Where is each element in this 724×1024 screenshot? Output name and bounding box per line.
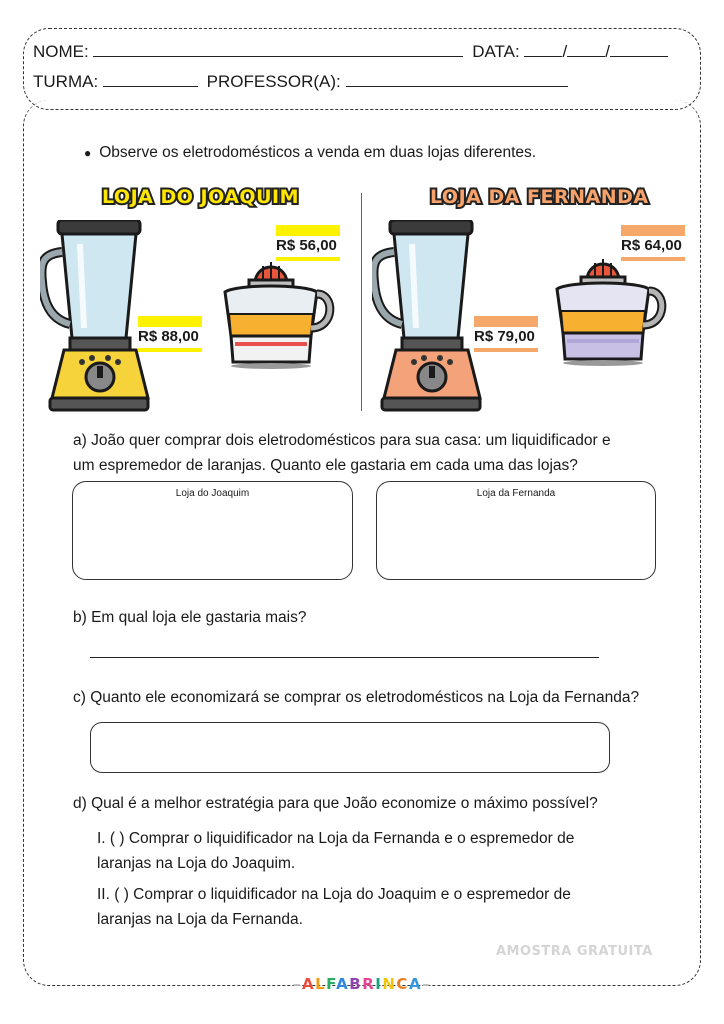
blender-fernanda-tag-bar — [474, 316, 538, 327]
brand-letter: A — [408, 975, 423, 993]
instruction-text: Observe os eletrodomésticos a venda em duas lojas diferentes. — [99, 144, 537, 161]
teacher-label: PROFESSOR(A): — [206, 72, 341, 91]
blender-joaquim-tag-bar — [138, 316, 202, 327]
brand-letter: I — [375, 975, 383, 993]
teacher-field[interactable] — [346, 86, 568, 87]
juicer-fernanda-tag-bar — [621, 225, 685, 236]
blender-joaquim-price: R$ 88,00 — [138, 328, 199, 345]
brand-letter: B — [349, 975, 363, 993]
blender-fernanda-image — [372, 220, 487, 415]
juicer-fernanda-image — [545, 255, 667, 367]
juicer-joaquim-tag-bar — [276, 225, 340, 236]
question-a-line-2: um espremedor de laranjas. Quanto ele gastaria em cada uma das lojas? — [73, 457, 578, 474]
class-field[interactable] — [103, 86, 198, 87]
question-a — [73, 428, 611, 478]
brand-letter: C — [396, 975, 409, 993]
juicer-joaquim-price: R$ 56,00 — [276, 237, 337, 254]
date-month-field[interactable] — [567, 56, 605, 57]
brand-letters — [302, 975, 422, 993]
brand-letter: L — [315, 975, 327, 993]
name-field[interactable] — [93, 56, 463, 57]
brand-letter: F — [326, 975, 337, 993]
name-label: NOME: — [33, 42, 89, 61]
watermark: AMOSTRA GRATUITA — [496, 944, 653, 959]
brand-dash-left: – — [292, 975, 302, 993]
option-2-line-2: laranjas na Loja da Fernanda. — [97, 911, 303, 928]
answer-box-fernanda[interactable] — [376, 481, 656, 580]
date-day-field[interactable] — [524, 56, 562, 57]
instruction — [84, 140, 536, 166]
blender-fernanda-price-underline — [474, 348, 538, 352]
brand-letter: N — [382, 975, 397, 993]
question-a-line-1: a) João quer comprar dois eletrodomésticos para sua casa: um liquidificador e — [73, 432, 611, 449]
brand-letter: A — [301, 975, 316, 993]
juicer-joaquim-image — [213, 258, 335, 370]
blender-joaquim-price-underline — [138, 348, 202, 352]
store-title-fernanda: LOJA DA FERNANDA — [430, 186, 649, 208]
answer-box-fernanda-label: Loja da Fernanda — [476, 488, 556, 499]
date-sep-2: / — [605, 42, 610, 61]
brand-letter: R — [362, 975, 376, 993]
store-title-joaquim: LOJA DO JOAQUIM — [102, 186, 299, 208]
class-row — [33, 72, 568, 92]
date-label: DATA: — [472, 42, 520, 61]
option-2[interactable] — [97, 882, 571, 932]
date-sep-1: / — [562, 42, 568, 61]
juicer-fernanda-price: R$ 64,00 — [621, 237, 682, 254]
juicer-joaquim-price-underline — [276, 257, 340, 261]
brand-dash-right: – — [422, 975, 432, 993]
date-year-field[interactable] — [610, 56, 668, 57]
brand-letter: A — [336, 975, 350, 993]
option-1-line-1: I. ( ) Comprar o liquidificador na Loja da Fernanda e o espremedor de — [97, 830, 575, 847]
answer-line-b[interactable] — [90, 657, 599, 658]
answer-box-c[interactable] — [90, 722, 610, 773]
answer-box-joaquim[interactable] — [72, 481, 353, 580]
blender-fernanda-price: R$ 79,00 — [474, 328, 535, 345]
answer-box-joaquim-label: Loja do Joaquim — [175, 488, 250, 499]
question-b: b) Em qual loja ele gastaria mais? — [73, 609, 307, 626]
option-1-line-2: laranjas na Loja do Joaquim. — [97, 855, 296, 872]
bullet-icon: ● — [84, 146, 92, 160]
question-c: c) Quanto ele economizará se comprar os eletrodomésticos na Loja da Fernanda? — [73, 689, 640, 706]
header-frame — [23, 28, 701, 110]
store-divider — [361, 193, 362, 411]
brand-logo — [0, 975, 724, 993]
option-1[interactable] — [97, 826, 574, 876]
class-label: TURMA: — [33, 72, 99, 91]
option-2-line-1: II. ( ) Comprar o liquidificador na Loja do Joaquim e o espremedor de — [97, 886, 571, 903]
juicer-fernanda-price-underline — [621, 257, 685, 261]
question-d: d) Qual é a melhor estratégia para que João economize o máximo possível? — [73, 795, 598, 812]
name-row — [33, 42, 668, 62]
